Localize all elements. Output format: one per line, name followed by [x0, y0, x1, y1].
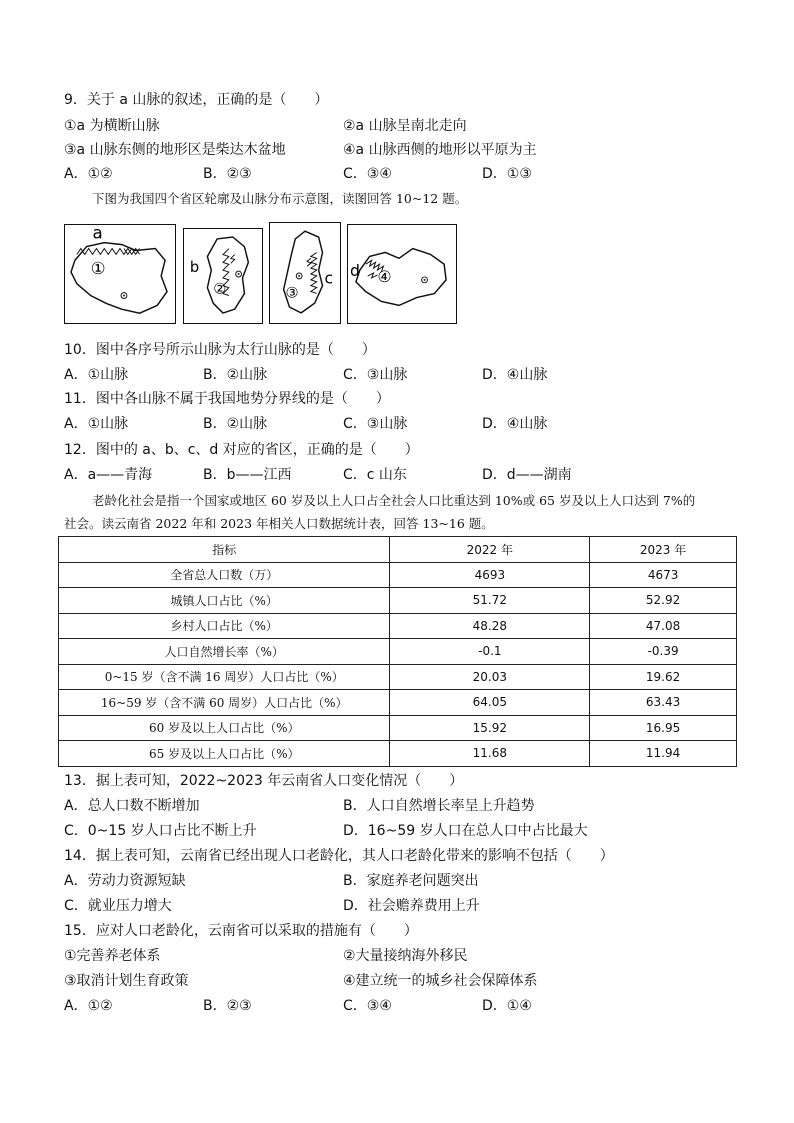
table-cell: 11.68 [390, 741, 590, 767]
map-2-number: ② [213, 280, 227, 298]
q9-statement-2: ②a 山脉呈南北走向 [343, 118, 467, 134]
table-cell: 65 岁及以上人口占比（%） [59, 741, 390, 767]
intro-aging-line1: 老龄化社会是指一个国家或地区 60 岁及以上人口占全社会人口比重达到 10%或 65 岁及以上人口达到 7%的 [92, 493, 696, 508]
table-cell: 15.92 [390, 715, 590, 741]
q14-option-b[interactable]: B．家庭养老问题突出 [343, 873, 479, 889]
q9-option-d[interactable]: D．①③ [482, 166, 532, 182]
q12-option-d[interactable]: D．d——湖南 [482, 467, 572, 483]
q11-option-c[interactable]: C．③山脉 [343, 416, 408, 432]
map-province-3 [269, 222, 341, 324]
q15-statement-1: ①完善养老体系 [64, 948, 161, 964]
map-province-4 [347, 224, 457, 324]
map-4-number: ④ [377, 266, 392, 286]
table-row [59, 613, 737, 639]
q10-stem: 10．图中各序号所示山脉为太行山脉的是（ ） [64, 342, 376, 358]
intro-aging-line2: 社会。读云南省 2022 年和 2023 年相关人口数据统计表，回答 13~16 题。 [64, 516, 494, 531]
table-cell: 4673 [590, 562, 737, 588]
q15-option-d[interactable]: D．①④ [482, 998, 532, 1014]
map-1-letter: a [92, 225, 103, 243]
q13-option-c[interactable]: C．0~15 岁人口占比不断上升 [64, 823, 257, 839]
q14-option-c[interactable]: C．就业压力增大 [64, 898, 172, 914]
q15-statement-2: ②大量接纳海外移民 [343, 948, 468, 964]
table-cell: -0.39 [590, 639, 737, 665]
q15-statement-3: ③取消计划生育政策 [64, 973, 189, 989]
table-cell: 60 岁及以上人口占比（%） [59, 715, 390, 741]
table-cell: 20.03 [390, 664, 590, 690]
table-cell: 人口自然增长率（%） [59, 639, 390, 665]
q10-option-a[interactable]: A．①山脉 [64, 367, 129, 383]
table-row [59, 562, 737, 588]
table-cell: 63.43 [590, 690, 737, 716]
table-cell: 全省总人口数（万） [59, 562, 390, 588]
map-province-2 [183, 228, 263, 324]
map-4-letter: d [350, 260, 361, 280]
population-table [58, 536, 737, 767]
q9-statement-4: ④a 山脉西侧的地形以平原为主 [343, 142, 537, 158]
q11-option-a[interactable]: A．①山脉 [64, 416, 129, 432]
q12-option-a[interactable]: A．a——青海 [64, 467, 153, 483]
q9-option-a[interactable]: A．①② [64, 166, 113, 182]
q11-option-d[interactable]: D．④山脉 [482, 416, 548, 432]
q9-statement-3: ③a 山脉东侧的地形区是柴达木盆地 [64, 142, 286, 158]
table-row [59, 690, 737, 716]
q10-option-d[interactable]: D．④山脉 [482, 367, 548, 383]
table-header-row [59, 537, 737, 563]
q15-option-b[interactable]: B．②③ [203, 998, 252, 1014]
map-3-number: ③ [285, 284, 299, 302]
map-province-1 [64, 224, 176, 324]
table-cell: 城镇人口占比（%） [59, 588, 390, 614]
q11-stem: 11．图中各山脉不属于我国地势分界线的是（ ） [64, 391, 390, 407]
map-2-letter: b [189, 259, 200, 277]
q15-option-c[interactable]: C．③④ [343, 998, 392, 1014]
intro-maps: 下图为我国四个省区轮廓及山脉分布示意图，读图回答 10~12 题。 [92, 191, 468, 206]
q12-option-c[interactable]: C．c 山东 [343, 467, 407, 483]
q13-stem: 13．据上表可知，2022~2023 年云南省人口变化情况（ ） [64, 773, 464, 789]
table-cell: -0.1 [390, 639, 590, 665]
q14-option-d[interactable]: D．社会赡养费用上升 [343, 898, 480, 914]
table-cell: 乡村人口占比（%） [59, 613, 390, 639]
q14-stem: 14．据上表可知，云南省已经出现人口老龄化，其人口老龄化带来的影响不包括（ ） [64, 848, 614, 864]
table-cell: 47.08 [590, 613, 737, 639]
table-cell: 48.28 [390, 613, 590, 639]
table-cell: 64.05 [390, 690, 590, 716]
q13-option-d[interactable]: D．16~59 岁人口在总人口中占比最大 [343, 823, 588, 839]
q14-option-a[interactable]: A．劳动力资源短缺 [64, 873, 186, 889]
table-row [59, 715, 737, 741]
table-header: 2022 年 [390, 537, 590, 563]
q10-option-b[interactable]: B．②山脉 [203, 367, 268, 383]
q12-stem: 12．图中的 a、b、c、d 对应的省区，正确的是（ ） [64, 442, 419, 458]
q13-option-a[interactable]: A．总人口数不断增加 [64, 798, 200, 814]
q15-statement-4: ④建立统一的城乡社会保障体系 [343, 973, 538, 989]
q9-stem: 9．关于 a 山脉的叙述，正确的是（ ） [64, 92, 329, 108]
table-row [59, 741, 737, 767]
q9-option-b[interactable]: B．②③ [203, 166, 252, 182]
q15-stem: 15．应对人口老龄化，云南省可以采取的措施有（ ） [64, 923, 418, 939]
table-cell: 51.72 [390, 588, 590, 614]
map-1-number: ① [90, 259, 106, 278]
table-row [59, 664, 737, 690]
table-cell: 0~15 岁（含不满 16 周岁）人口占比（%） [59, 664, 390, 690]
q9-option-c[interactable]: C．③④ [343, 166, 392, 182]
table-cell: 19.62 [590, 664, 737, 690]
q11-option-b[interactable]: B．②山脉 [203, 416, 268, 432]
table-cell: 52.92 [590, 588, 737, 614]
table-cell: 4693 [390, 562, 590, 588]
q13-option-b[interactable]: B．人口自然增长率呈上升趋势 [343, 798, 535, 814]
table-row [59, 639, 737, 665]
table-cell: 16~59 岁（含不满 60 周岁）人口占比（%） [59, 690, 390, 716]
table-row [59, 588, 737, 614]
table-cell: 11.94 [590, 741, 737, 767]
table-cell: 16.95 [590, 715, 737, 741]
table-header: 2023 年 [590, 537, 737, 563]
table-header: 指标 [59, 537, 390, 563]
q10-option-c[interactable]: C．③山脉 [343, 367, 408, 383]
q12-option-b[interactable]: B．b——江西 [203, 467, 292, 483]
q9-statement-1: ①a 为横断山脉 [64, 118, 160, 134]
q15-option-a[interactable]: A．①② [64, 998, 113, 1014]
map-3-letter: c [324, 269, 334, 288]
